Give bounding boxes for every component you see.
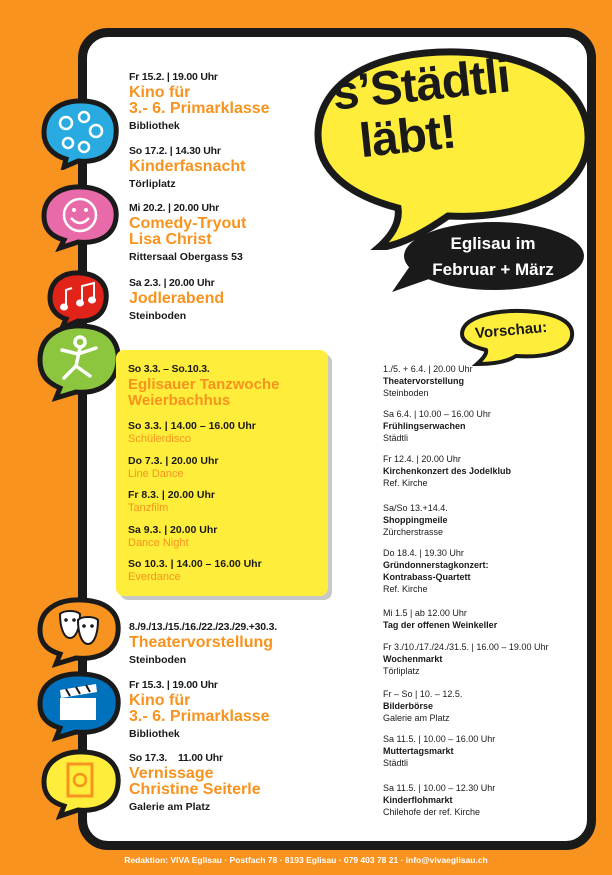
preview-date: Sa 11.5. | 10.00 – 12.30 Uhr (383, 783, 496, 793)
preview-title: Theatervorstellung (383, 376, 465, 386)
preview-place: Zürcherstrasse (383, 527, 444, 537)
event-title: Comedy-Tryout (129, 214, 247, 232)
preview-date: Do 18.4. | 19.30 Uhr (383, 548, 464, 558)
event-vernissage (129, 753, 261, 812)
preview-title: Frühlingserwachen (383, 421, 466, 431)
tanzwoche-title: Eglisauer Tanzwoche (128, 375, 280, 393)
tanz-item (128, 525, 217, 549)
preview-title: Kinderflohmarkt (383, 795, 453, 805)
event-place: Bibliothek (129, 727, 180, 740)
preview-date: 1./5. + 6.4. | 20.00 Uhr (383, 364, 473, 374)
preview-date: Fr 3./10./17./24./31.5. | 16.00 – 19.00 Uhr (383, 642, 549, 652)
smiley-icon (34, 182, 124, 252)
event-kino-march (129, 680, 270, 739)
event-title: Jodlerabend (129, 289, 225, 307)
event-place: Galerie am Platz (129, 800, 211, 813)
tanz-item-date: Fr 8.3. | 20.00 Uhr (128, 489, 215, 501)
subtitle-line-2: Februar + März (432, 260, 554, 279)
event-date: Fr 15.3. | 19.00 Uhr (129, 679, 218, 691)
event-title: Kino für (129, 83, 191, 101)
preview-title: Tag der offenen Weinkeller (383, 620, 498, 630)
tanzwoche-date: So 3.3. – So.10.3. (128, 363, 210, 375)
event-kino-feb (129, 72, 270, 131)
puzzle-icon (34, 95, 124, 170)
preview-place: Chilehofe der ref. Kirche (383, 807, 481, 817)
tanz-item (128, 456, 218, 480)
preview-place: Städtli (383, 758, 409, 768)
event-title: Vernissage (129, 764, 214, 782)
preview-title-2: Kontrabass-Quartett (383, 572, 471, 582)
preview-date: Mi 1.5 | ab 12.00 Uhr (383, 608, 467, 618)
event-title: Kino für (129, 691, 191, 709)
preview-title: Gründonnerstagkonzert: (383, 560, 489, 570)
footer-contact: Redaktion: VIVA Eglisau · Postfach 78 · 8193 Eglisau · 079 403 78 21 · info@vivaeglisau.ch (124, 855, 488, 865)
preview-item (383, 688, 462, 724)
event-date: So 17.2. | 14.30 Uhr (129, 145, 221, 157)
event-place: Steinboden (129, 309, 187, 322)
preview-item (383, 363, 473, 399)
preview-place: Galerie am Platz (383, 713, 450, 723)
event-kinderfasnacht (129, 146, 245, 189)
event-date: Mi 20.2. | 20.00 Uhr (129, 202, 219, 214)
preview-place: Steinboden (383, 388, 429, 398)
preview-title: Wochenmarkt (383, 654, 443, 664)
preview-item (383, 502, 448, 538)
dancer-icon (30, 320, 126, 402)
event-title-2: Lisa Christ (129, 230, 212, 248)
tanz-item-date: Do 7.3. | 20.00 Uhr (128, 455, 219, 467)
tanz-item-date: So 10.3. | 14.00 – 16.00 Uhr (128, 558, 262, 570)
event-place: Törliplatz (129, 177, 176, 190)
preview-item (383, 782, 495, 818)
event-comedy (129, 203, 246, 262)
preview-item (383, 408, 491, 444)
preview-place: Städtli (383, 433, 409, 443)
event-date: Fr 15.2. | 19.00 Uhr (129, 71, 218, 83)
tanzwoche-header (128, 364, 279, 409)
tanz-item-name: Tanzfilm (128, 501, 169, 514)
preview-place: Ref. Kirche (383, 478, 428, 488)
theater-masks-icon (30, 596, 126, 668)
clapperboard-icon (30, 670, 126, 742)
event-date: Sa 2.3. | 20.00 Uhr (129, 277, 215, 289)
preview-date: Sa 6.4. | 10.00 – 16.00 Uhr (383, 409, 491, 419)
preview-place: Törliplatz (383, 666, 420, 676)
logo-line-2: läbt! (356, 105, 459, 169)
tanzwoche-venue: Weierbachhus (128, 391, 231, 409)
subtitle-line-1: Eglisau im (450, 234, 536, 253)
preview-title: Bilderbörse (383, 701, 434, 711)
preview-item (383, 641, 548, 677)
event-title-2: 3.- 6. Primarklasse (129, 707, 270, 725)
tanz-item-name: Dance Night (128, 536, 189, 549)
tanz-item (128, 490, 215, 514)
tanz-item (128, 421, 256, 445)
tanz-item-name: Everdance (128, 570, 181, 583)
event-date: 8./9./13./15./16./22./23./29.+30.3. (129, 621, 277, 633)
subtitle-text (408, 231, 578, 283)
tanz-item-date: Sa 9.3. | 20.00 Uhr (128, 524, 218, 536)
event-title: Theatervorstellung (129, 633, 274, 651)
event-place: Rittersaal Obergass 53 (129, 250, 243, 263)
preview-date: Sa/So 13.+14.4. (383, 503, 448, 513)
picture-icon (34, 748, 126, 820)
preview-title: Kirchenkonzert des Jodelklub (383, 466, 512, 476)
tanz-item (128, 559, 262, 583)
preview-title: Muttertagsmarkt (383, 746, 454, 756)
tanz-item-name: Line Dance (128, 467, 184, 480)
logo-line-1: s’Städtli (329, 49, 513, 121)
preview-item (383, 733, 495, 769)
preview-date: Fr – So | 10. – 12.5. (383, 689, 463, 699)
logo-text (330, 51, 517, 169)
event-date: So 17.3. 11.00 Uhr (129, 752, 223, 764)
preview-place: Ref. Kirche (383, 584, 428, 594)
event-title-2: 3.- 6. Primarklasse (129, 99, 270, 117)
preview-date: Sa 11.5. | 10.00 – 16.00 Uhr (383, 734, 496, 744)
event-place: Steinboden (129, 653, 187, 666)
tanz-item-date: So 3.3. | 14.00 – 16.00 Uhr (128, 420, 256, 432)
event-title: Kinderfasnacht (129, 157, 246, 175)
event-place: Bibliothek (129, 119, 180, 132)
preview-label: Vorschau: (474, 318, 548, 343)
event-theater-march (129, 622, 277, 665)
preview-item (383, 547, 489, 595)
preview-title: Shoppingmeile (383, 515, 448, 525)
preview-item (383, 453, 511, 489)
tanz-item-name: Schülerdisco (128, 432, 191, 445)
preview-item (383, 607, 497, 631)
preview-date: Fr 12.4. | 20.00 Uhr (383, 454, 461, 464)
event-jodlerabend (129, 278, 224, 321)
event-title-2: Christine Seiterle (129, 780, 261, 798)
